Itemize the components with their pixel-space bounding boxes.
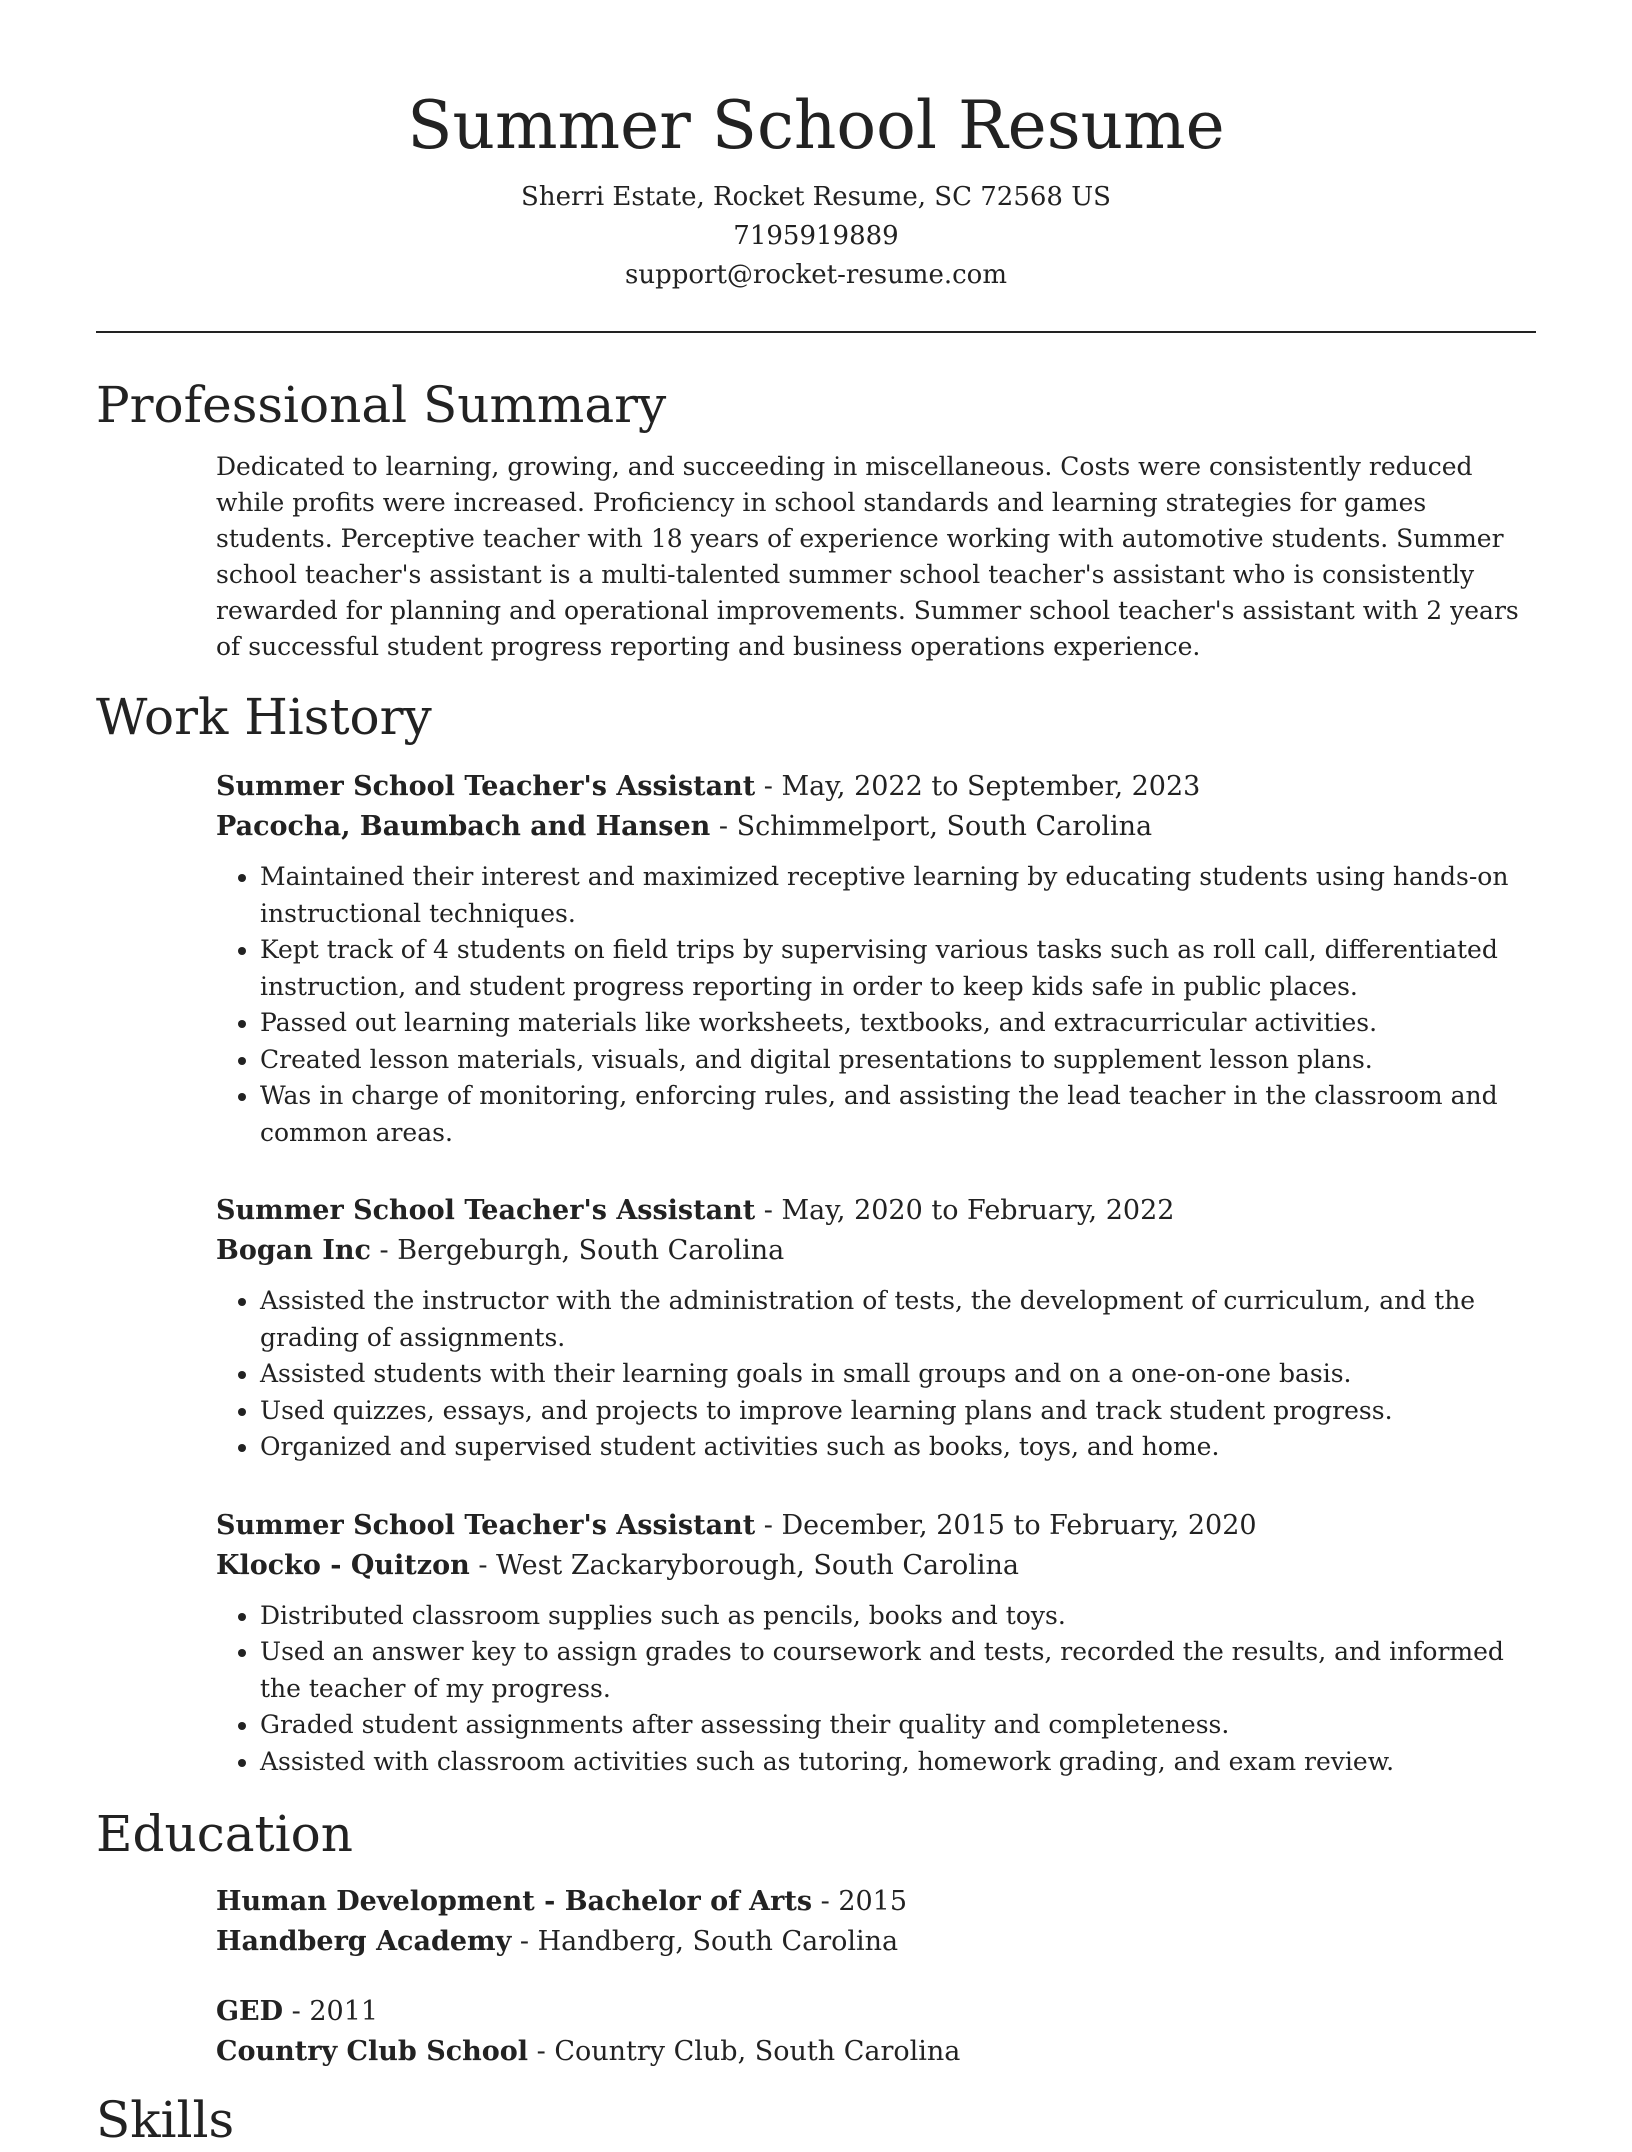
job-bullets [216, 1283, 1536, 1466]
job-title-line: Summer School Teacher's Assistant - December, 2015 to February, 2020 [216, 1509, 1257, 1541]
job-company-line: Pacocha, Baumbach and Hansen - Schimmelport, South Carolina [216, 811, 1153, 842]
education-year: 2011 [309, 1996, 379, 2027]
education-school-line: Handberg Academy - Handberg, South Carolina [216, 1926, 899, 1957]
job-bullets [216, 1598, 1536, 1781]
work-history-heading: Work History [96, 688, 432, 746]
job-title-line: Summer School Teacher's Assistant - May, 2022 to September, 2023 [216, 771, 1201, 802]
job-dates: May, 2022 to September, 2023 [781, 771, 1201, 802]
education-degree: GED [216, 1996, 284, 2027]
job-bullets [216, 859, 1536, 1151]
job-bullet: • Passed out learning materials like worksheets, textbooks, and extracurricular activities. [260, 1005, 1536, 1042]
job-dates: December, 2015 to February, 2020 [781, 1509, 1257, 1541]
job-title-line: Summer School Teacher's Assistant - May, 2020 to February, 2022 [216, 1195, 1175, 1226]
job-location: West Zackaryborough, South Carolina [496, 1549, 1020, 1581]
resume-title: Summer School Resume [407, 87, 1225, 164]
job-dates: May, 2020 to February, 2022 [781, 1195, 1175, 1226]
job-company-line: Klocko - Quitzon - West Zackaryborough, South Carolina [216, 1549, 1020, 1581]
resume-header [96, 0, 1536, 295]
job-company-line: Bogan Inc - Bergeburgh, South Carolina [216, 1235, 785, 1266]
contact-address: Sherri Estate, Rocket Resume, SC 72568 US [521, 182, 1111, 212]
summary-text: Dedicated to learning, growing, and succeeding in miscellaneous. Costs were consistently reduced while profits were increased. Proficiency in school standards and learning strategies for games students. Perceptive teacher with 18 years of experience working with automotive students. Summer school teacher's assistant is a multi-talented summer school teacher's assistant who is consistently rewarded for planning and operational improvements. Summer school teacher's assistant with 2 years of successful student progress reporting and business operations experience. [216, 452, 1519, 661]
resume-page [96, 0, 1536, 2152]
job-bullet: • Assisted students with their learning goals in small groups and on a one-on-one basis. [260, 1356, 1536, 1393]
job-bullet: • Used an answer key to assign grades to coursework and tests, recorded the results, and informed the teacher of my progress. [260, 1634, 1536, 1707]
education-year: 2015 [838, 1886, 908, 1917]
job-entry [216, 1506, 1536, 1781]
skills-section [96, 2088, 1536, 2152]
job-company: Pacocha, Baumbach and Hansen [216, 811, 711, 842]
education-heading: Education [96, 1805, 353, 1863]
job-title: Summer School Teacher's Assistant [216, 1509, 756, 1541]
job-bullet: • Created lesson materials, visuals, and digital presentations to supplement lesson plans. [260, 1042, 1536, 1079]
education-entry [216, 1882, 1536, 1962]
education-entry [216, 1992, 1536, 2072]
education-location: Country Club, South Carolina [554, 2036, 961, 2067]
job-bullet: • Used quizzes, essays, and projects to improve learning plans and track student progress. [260, 1393, 1536, 1430]
job-location: Schimmelport, South Carolina [736, 811, 1153, 842]
job-bullet: • Was in charge of monitoring, enforcing rules, and assisting the lead teacher in the classroom and common areas. [260, 1078, 1536, 1151]
education-location: Handberg, South Carolina [537, 1926, 899, 1957]
education-degree-line: Human Development - Bachelor of Arts - 2015 [216, 1886, 908, 1917]
skills-heading: Skills [96, 2091, 235, 2149]
header-divider [96, 331, 1536, 333]
summary-section [96, 373, 1536, 665]
job-bullet: • Kept track of 4 students on field trips by supervising various tasks such as roll call, differentiated instruction, and student progress reporting in order to keep kids safe in public places. [260, 932, 1536, 1005]
contact-phone: 7195919889 [733, 221, 899, 251]
job-bullet: • Graded student assignments after assessing their quality and completeness. [260, 1707, 1536, 1744]
education-degree: Human Development - Bachelor of Arts [216, 1886, 813, 1917]
job-company: Bogan Inc [216, 1235, 371, 1266]
summary-heading: Professional Summary [96, 376, 667, 434]
job-bullet: • Assisted the instructor with the administration of tests, the development of curriculum, and the grading of assignments. [260, 1283, 1536, 1356]
job-bullet: • Assisted with classroom activities such as tutoring, homework grading, and exam review. [260, 1744, 1536, 1781]
education-section [96, 1802, 1536, 2072]
job-title: Summer School Teacher's Assistant [216, 771, 756, 802]
job-entry [216, 1191, 1536, 1466]
education-school: Country Club School [216, 2036, 529, 2067]
work-history-section [96, 685, 1536, 1780]
job-bullet: • Organized and supervised student activities such as books, toys, and home. [260, 1429, 1536, 1466]
education-school: Handberg Academy [216, 1926, 512, 1957]
job-title: Summer School Teacher's Assistant [216, 1195, 756, 1226]
job-bullet: • Maintained their interest and maximized receptive learning by educating students using hands-on instructional techniques. [260, 859, 1536, 932]
contact-email: support@rocket-resume.com [624, 260, 1007, 290]
job-entry [216, 767, 1536, 1151]
job-company: Klocko - Quitzon [216, 1549, 470, 1581]
job-location: Bergeburgh, South Carolina [397, 1235, 785, 1266]
education-degree-line: GED - 2011 [216, 1996, 379, 2027]
job-bullet: • Distributed classroom supplies such as pencils, books and toys. [260, 1598, 1536, 1635]
education-school-line: Country Club School - Country Club, South Carolina [216, 2036, 961, 2067]
